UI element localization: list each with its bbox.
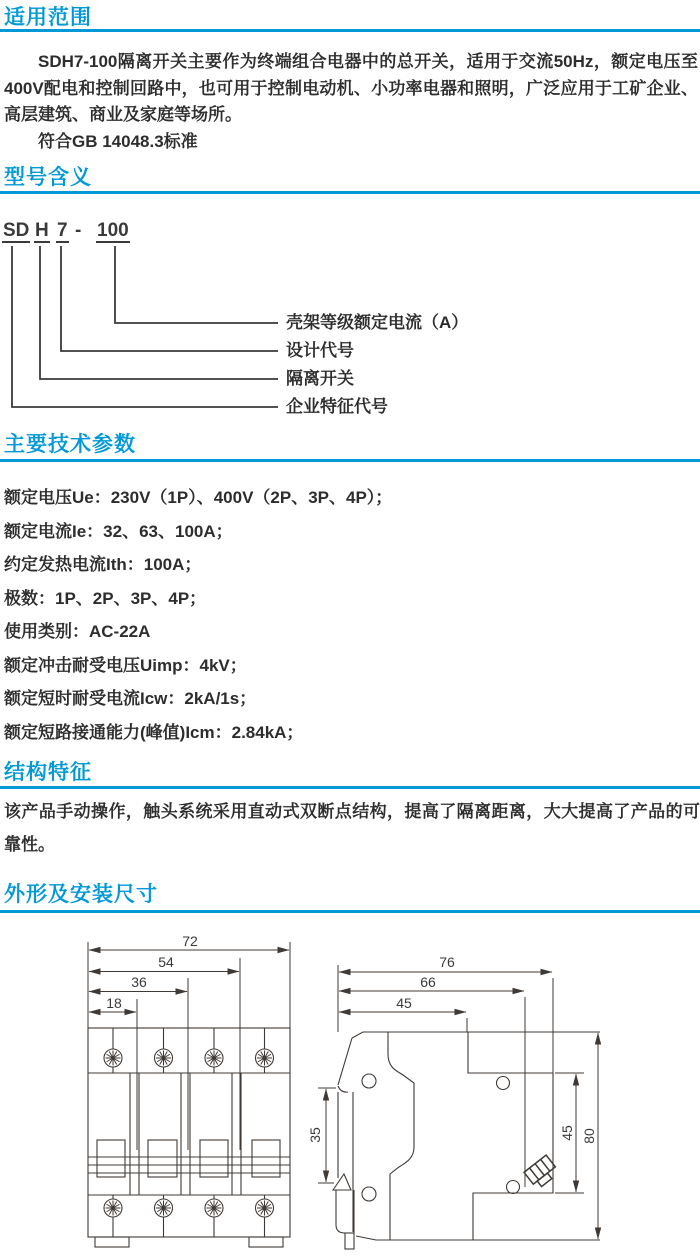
dim-label-front-72: 72 [182, 933, 198, 949]
dim-label-front-54: 54 [158, 954, 174, 970]
side-toggle-handle [524, 1155, 560, 1190]
section-heading-dimensions: 外形及安装尺寸 [4, 883, 158, 906]
model-code-part-7: 7 [57, 220, 68, 241]
screw-terminal-icon [104, 1049, 274, 1217]
param-withstand-current: 额定短时耐受电流Icw：2kA/1s； [4, 689, 257, 708]
dim-label-front-36: 36 [131, 974, 147, 990]
dim-label-side-35: 35 [307, 1127, 323, 1143]
model-label-isolator: 隔离开关 [286, 369, 354, 388]
model-label-frame-current: 壳架等级额定电流（A） [286, 313, 469, 332]
dim-label-side-45: 45 [396, 995, 412, 1011]
dimension-drawings [0, 918, 700, 1257]
model-code-part-100: 100 [97, 220, 129, 241]
side-view-drawing [307, 954, 600, 1249]
param-poles: 极数：1P、2P、3P、4P； [4, 588, 207, 608]
param-rated-voltage: 额定电压Ue：230V（1P）、400V（2P、3P、4P）； [4, 488, 393, 507]
section-rule-scope [0, 29, 700, 32]
dim-label-side-80: 80 [581, 1128, 597, 1144]
section-rule-structure [0, 786, 700, 789]
dim-label-side-66: 66 [420, 974, 436, 990]
section-rule-dimensions [0, 910, 700, 913]
model-code-row [0, 221, 300, 245]
scope-standard-note: 符合GB 14048.3标准 [38, 131, 198, 151]
model-code-part-h: H [35, 220, 49, 241]
front-view-drawing [88, 933, 290, 1247]
param-utilization: 使用类别：AC-22A [4, 622, 151, 641]
dim-label-side-76: 76 [439, 954, 455, 970]
scope-paragraph-block [4, 49, 698, 155]
structure-paragraph: 该产品手动操作，触头系统采用直动式双断点结构，提高了隔离距离，大大提高了产品的可靠性。 [4, 802, 700, 854]
params-list [4, 481, 698, 749]
section-heading-scope: 适用范围 [4, 6, 92, 29]
section-heading-structure: 结构特征 [4, 761, 92, 784]
dim-label-side-45v: 45 [559, 1125, 575, 1141]
dim-label-front-18: 18 [106, 995, 122, 1011]
model-code-part-sd: SD [3, 220, 30, 241]
param-making-capacity: 额定短路接通能力(峰值)Icm：2.84kA； [4, 722, 304, 742]
param-thermal-current: 约定发热电流Ith：100A； [4, 555, 202, 574]
model-label-design-code: 设计代号 [286, 341, 354, 360]
section-heading-params: 主要技术参数 [4, 433, 136, 456]
param-rated-current: 额定电流Ie：32、63、100A； [4, 521, 233, 541]
section-rule-model [0, 191, 700, 194]
section-heading-model: 型号含义 [4, 166, 92, 189]
model-code-part-dash: - [75, 220, 82, 241]
section-rule-params [0, 459, 700, 462]
param-impulse-voltage: 额定冲击耐受电压Uimp：4kV； [4, 655, 247, 675]
model-label-company-code: 企业特征代号 [286, 397, 388, 416]
scope-paragraph: SDH7-100隔离开关主要作为终端组合电器中的总开关，适用于交流50Hz，额定电压至400V配电和控制回路中，也可用于控制电动机、小功率电器和照明，广泛应用于工矿企业、高层建筑、商业及家庭等场所。 [4, 52, 698, 125]
